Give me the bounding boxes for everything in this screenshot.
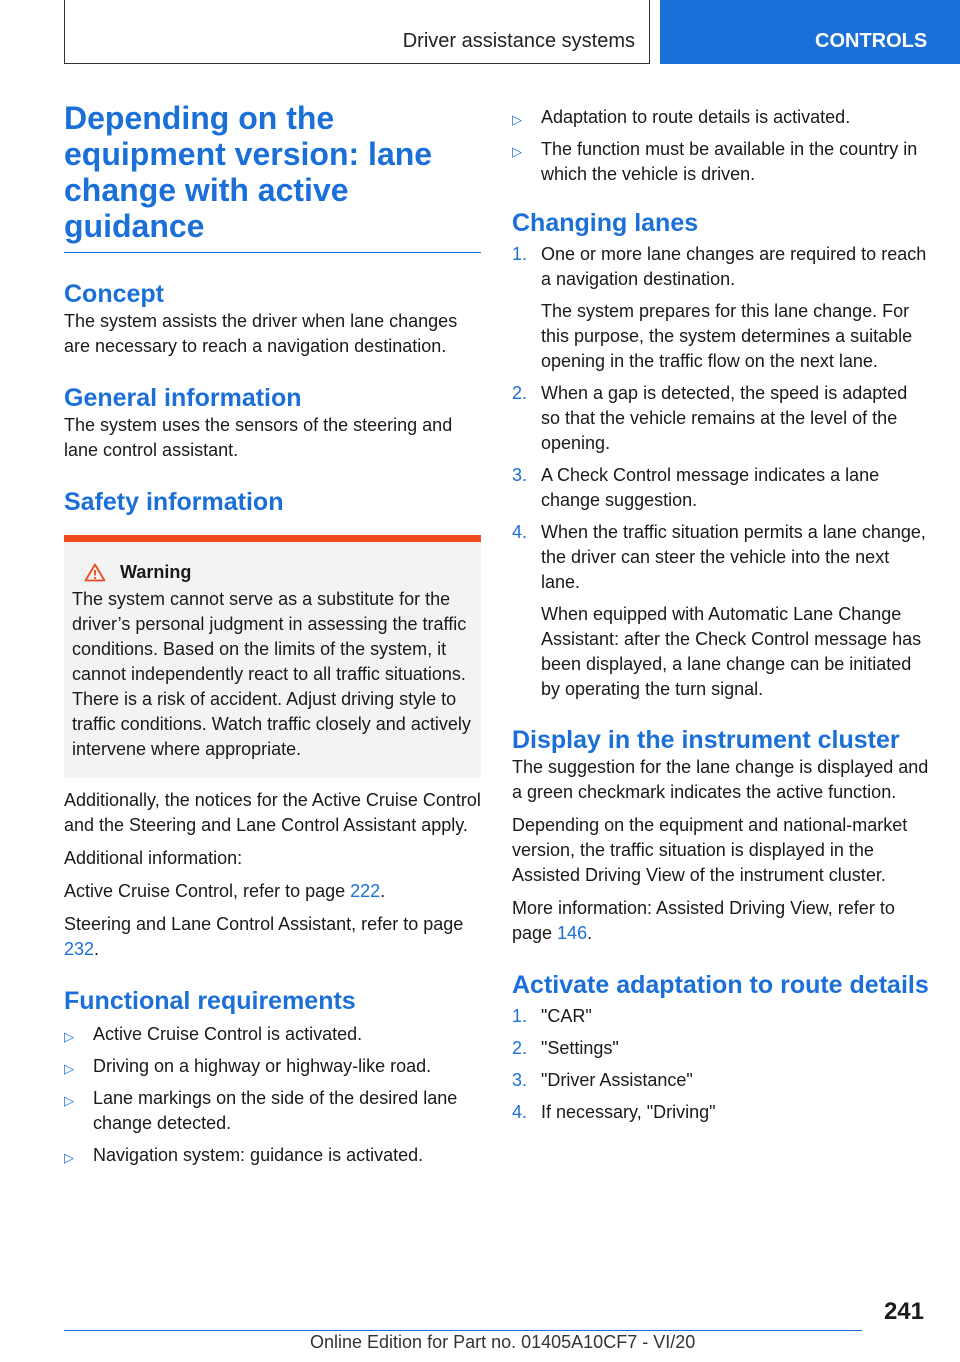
step-number: 3. — [512, 465, 528, 485]
list-item: ▷ Adaptation to route details is activated. — [512, 105, 930, 130]
triangle-bullet-icon: ▷ — [512, 144, 522, 159]
step-number: 4. — [512, 522, 528, 542]
list-item: ▷ Lane markings on the side of the desired lane change detected. — [64, 1088, 458, 1133]
step-item: 3. A Check Control message indicates a lane change suggestion. — [512, 465, 880, 510]
warning-title: Warning — [120, 562, 192, 582]
changing-lanes-steps — [512, 381, 930, 595]
edition-note: Online Edition for Part no. 01405A10CF7 - VI/20 — [310, 1332, 696, 1352]
step-item: 4. When the traffic situation permits a lane change, the driver can steer the vehicle into the next lane. — [512, 522, 926, 592]
step-number: 3. — [512, 1070, 528, 1090]
triangle-bullet-icon: ▷ — [512, 112, 522, 127]
heading-general-information: General information — [64, 384, 302, 412]
triangle-bullet-icon: ▷ — [64, 1029, 74, 1044]
step-item: 2. "Settings" — [512, 1036, 930, 1061]
acc-reference-text: Active Cruise Control, refer to page — [64, 881, 351, 901]
step-number: 1. — [512, 1006, 528, 1026]
heading-functional-requirements: Functional requirements — [64, 987, 356, 1015]
slca-page-link[interactable]: 232 — [64, 939, 95, 959]
heading-safety-information: Safety information — [64, 488, 284, 516]
footer-divider — [64, 1330, 862, 1331]
warning-box — [64, 535, 481, 778]
display-reference-text: More information: Assisted Driving View, refer to page — [512, 898, 895, 943]
triangle-bullet-icon: ▷ — [64, 1093, 74, 1108]
step-item: 1. "CAR" — [512, 1004, 930, 1029]
display-text-1: The suggestion for the lane change is displayed and a green checkmark indicates the active function. — [512, 757, 929, 802]
step-number: 1. — [512, 244, 528, 264]
step-item: 2. When a gap is detected, the speed is adapted so that the vehicle remains at the level of the opening. — [512, 383, 908, 453]
header-chapter-tab[interactable] — [660, 0, 960, 64]
step-subparagraph: The system prepares for this lane change. For this purpose, the system determines a suitable opening in the traffic flow on the next lane. — [541, 301, 913, 371]
left-column — [64, 100, 481, 1168]
heading-display-instrument-cluster: Display in the instrument cluster — [512, 726, 900, 754]
changing-lanes-steps — [512, 242, 930, 292]
triangle-bullet-icon: ▷ — [64, 1061, 74, 1076]
activate-steps — [512, 1004, 930, 1125]
header-section-box — [64, 0, 650, 64]
concept-text: The system assists the driver when lane changes are necessary to reach a navigation destination. — [64, 311, 458, 356]
header-section-title: Driver assistance systems — [402, 30, 635, 52]
heading-activate-adaptation: Activate adaptation to route details — [512, 971, 929, 999]
acc-reference: Active Cruise Control, refer to page 222. — [64, 881, 386, 901]
step-number: 4. — [512, 1102, 528, 1122]
header-chapter-label: CONTROLS — [815, 30, 928, 52]
additional-info-label: Additional information: — [64, 848, 243, 868]
display-page-link[interactable]: 146 — [557, 923, 588, 943]
warning-triangle-icon — [84, 563, 106, 582]
warning-header — [84, 562, 473, 583]
list-item: ▷ Navigation system: guidance is activated. — [64, 1143, 481, 1168]
functional-requirements-list-continued — [512, 105, 930, 187]
step-subparagraph: When equipped with Automatic Lane Change Assistant: after the Check Control message has been displayed, a lane change can be initiated by operating the turn signal. — [541, 604, 922, 699]
acc-page-link[interactable]: 222 — [350, 881, 381, 901]
step-number: 2. — [512, 383, 528, 403]
additional-notices-text: Additionally, the notices for the Active Cruise Control and the Steering and Lane Control Assistant apply. — [64, 790, 481, 835]
list-item: ▷ Active Cruise Control is activated. — [64, 1022, 481, 1047]
general-information-text: The system uses the sensors of the steering and lane control assistant. — [64, 415, 453, 460]
step-item: 3. "Driver Assistance" — [512, 1068, 930, 1093]
heading-concept: Concept — [64, 280, 164, 308]
triangle-bullet-icon: ▷ — [64, 1150, 74, 1165]
step-item: 1. One or more lane changes are required to reach a navigation destination. — [512, 244, 927, 289]
list-item: ▷ Driving on a highway or highway-like road. — [64, 1054, 481, 1079]
page-number: 241 — [883, 1298, 924, 1325]
display-text-2: Depending on the equipment and national-market version, the traffic situation is displayed in the Assisted Driving View of the instrument cluster. — [512, 815, 908, 885]
heading-changing-lanes: Changing lanes — [512, 209, 699, 237]
list-item: ▷ The function must be available in the country in which the vehicle is driven. — [512, 139, 918, 184]
warning-text: The system cannot serve as a substitute for the driver’s personal judgment in assessing the traffic conditions. Based on the limits of the system, it cannot independently react to all traffic situations. There is a risk of accident. Adjust driving style to traffic conditions. Watch traffic closely and actively intervene where appropriate. — [72, 589, 471, 759]
page-title: Depending on the equipment version: lane change with active guidance — [64, 100, 481, 253]
display-reference: More information: Assisted Driving View, refer to page 146. — [512, 898, 895, 943]
slca-reference: Steering and Lane Control Assistant, refer to page 232. — [64, 914, 464, 959]
slca-reference-text: Steering and Lane Control Assistant, refer to page — [64, 914, 464, 934]
functional-requirements-list — [64, 1022, 481, 1168]
step-item: 4. If necessary, "Driving" — [512, 1100, 930, 1125]
step-number: 2. — [512, 1038, 528, 1058]
right-column — [512, 105, 930, 1125]
